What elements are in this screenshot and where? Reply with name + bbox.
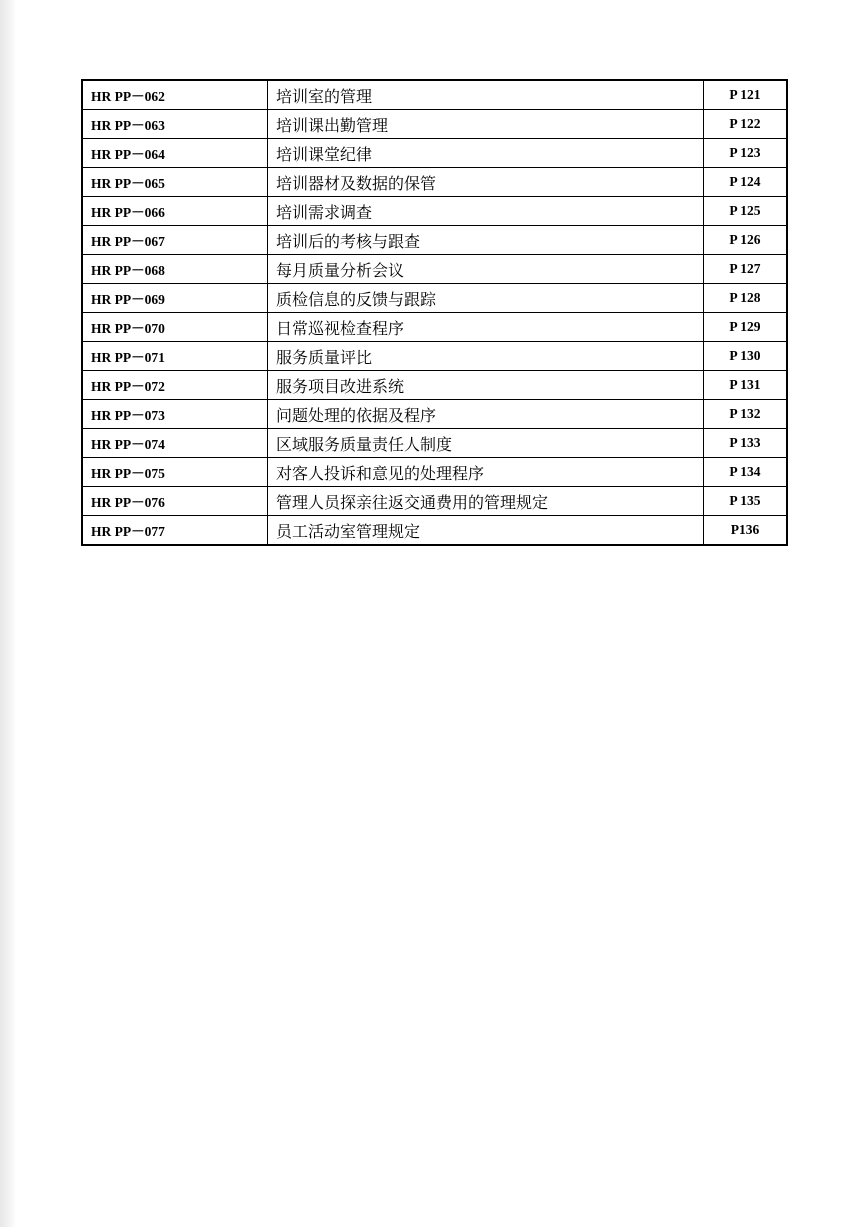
procedure-title: 培训需求调查 bbox=[268, 197, 704, 226]
table-row bbox=[82, 139, 787, 168]
table-row bbox=[82, 342, 787, 371]
page-number: P 127 bbox=[704, 255, 788, 284]
procedure-code: HR PP－073 bbox=[82, 400, 268, 429]
table-row bbox=[82, 458, 787, 487]
page-number: P 121 bbox=[704, 80, 788, 110]
procedure-code: HR PP－069 bbox=[82, 284, 268, 313]
procedure-code: HR PP－062 bbox=[82, 80, 268, 110]
page-number: P 122 bbox=[704, 110, 788, 139]
page-number: P 132 bbox=[704, 400, 788, 429]
procedure-title: 管理人员探亲往返交通费用的管理规定 bbox=[268, 487, 704, 516]
procedure-code: HR PP－075 bbox=[82, 458, 268, 487]
procedure-title: 服务项目改进系统 bbox=[268, 371, 704, 400]
table-row bbox=[82, 255, 787, 284]
table-row bbox=[82, 168, 787, 197]
procedure-code: HR PP－067 bbox=[82, 226, 268, 255]
procedure-title: 日常巡视检查程序 bbox=[268, 313, 704, 342]
table-row bbox=[82, 226, 787, 255]
procedure-code: HR PP－077 bbox=[82, 516, 268, 546]
page-number: P 126 bbox=[704, 226, 788, 255]
table-row bbox=[82, 80, 787, 110]
table-row bbox=[82, 429, 787, 458]
procedure-code: HR PP－072 bbox=[82, 371, 268, 400]
procedure-title: 培训课堂纪律 bbox=[268, 139, 704, 168]
table-row bbox=[82, 487, 787, 516]
procedure-code: HR PP－065 bbox=[82, 168, 268, 197]
procedure-title: 区域服务质量责任人制度 bbox=[268, 429, 704, 458]
procedure-title: 问题处理的依据及程序 bbox=[268, 400, 704, 429]
page-number: P 125 bbox=[704, 197, 788, 226]
page-number: P 129 bbox=[704, 313, 788, 342]
procedure-title: 对客人投诉和意见的处理程序 bbox=[268, 458, 704, 487]
procedure-code: HR PP－076 bbox=[82, 487, 268, 516]
page-number: P 135 bbox=[704, 487, 788, 516]
table-row bbox=[82, 516, 787, 546]
page-number: P 134 bbox=[704, 458, 788, 487]
page-number: P 131 bbox=[704, 371, 788, 400]
procedure-title: 培训后的考核与跟查 bbox=[268, 226, 704, 255]
procedure-title: 培训室的管理 bbox=[268, 80, 704, 110]
table-of-contents bbox=[81, 79, 788, 546]
procedure-code: HR PP－063 bbox=[82, 110, 268, 139]
page-number: P 128 bbox=[704, 284, 788, 313]
procedure-title: 培训课出勤管理 bbox=[268, 110, 704, 139]
page-number: P 123 bbox=[704, 139, 788, 168]
procedure-code: HR PP－066 bbox=[82, 197, 268, 226]
procedure-code: HR PP－071 bbox=[82, 342, 268, 371]
toc-body bbox=[82, 80, 787, 545]
table-row bbox=[82, 197, 787, 226]
procedure-title: 每月质量分析会议 bbox=[268, 255, 704, 284]
table-row bbox=[82, 284, 787, 313]
procedure-title: 质检信息的反馈与跟踪 bbox=[268, 284, 704, 313]
page-number: P 133 bbox=[704, 429, 788, 458]
procedure-title: 培训器材及数据的保管 bbox=[268, 168, 704, 197]
table-row bbox=[82, 313, 787, 342]
procedure-title: 服务质量评比 bbox=[268, 342, 704, 371]
page-number: P 130 bbox=[704, 342, 788, 371]
table-row bbox=[82, 400, 787, 429]
procedure-code: HR PP－070 bbox=[82, 313, 268, 342]
table-row bbox=[82, 110, 787, 139]
procedure-code: HR PP－074 bbox=[82, 429, 268, 458]
procedure-code: HR PP－064 bbox=[82, 139, 268, 168]
table-row bbox=[82, 371, 787, 400]
page-number: P136 bbox=[704, 516, 788, 546]
procedure-title: 员工活动室管理规定 bbox=[268, 516, 704, 546]
page-number: P 124 bbox=[704, 168, 788, 197]
procedure-code: HR PP－068 bbox=[82, 255, 268, 284]
